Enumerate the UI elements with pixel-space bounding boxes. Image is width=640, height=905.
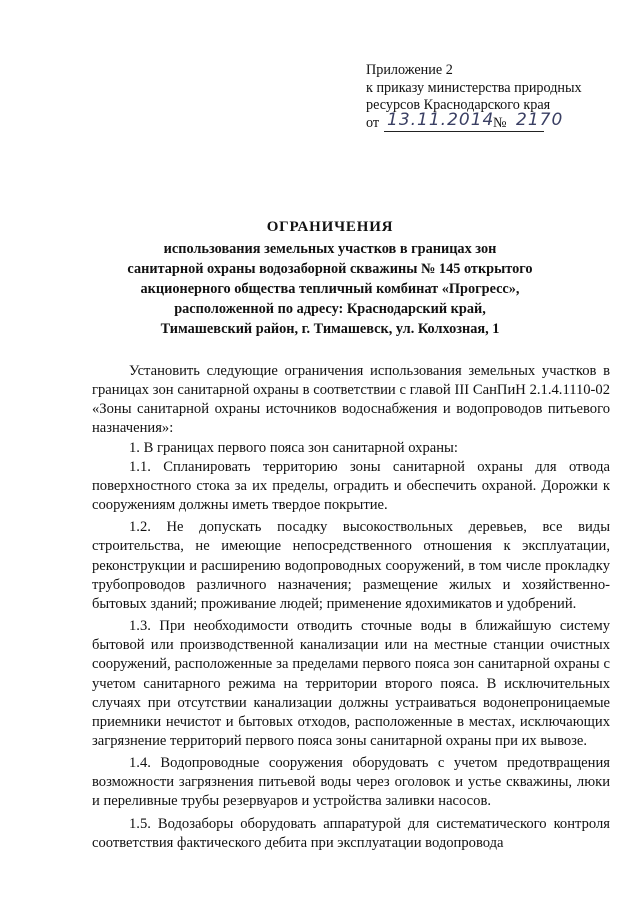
title-line: использования земельных участков в границах зон bbox=[163, 241, 497, 257]
title-line: Тимашевский район, г. Тимашевск, ул. Колхозная, 1 bbox=[160, 321, 500, 337]
appendix-number: Приложение 2 bbox=[366, 62, 453, 78]
appendix-ministry: ресурсов Краснодарского края bbox=[366, 97, 551, 113]
document-body bbox=[92, 362, 610, 853]
intro-paragraph: Установить следующие ограничения использования земельных участков в границах зон санитарной охраны в соответствии с главой III СанПиН 2.1.4.1110-02 «Зоны санитарной охраны источников водоснабжения и водопроводов питьевого назначения»: bbox=[92, 363, 610, 437]
title-line: акционерного общества тепличный комбинат «Прогресс», bbox=[140, 281, 520, 297]
clause-1-3: 1.3. При необходимости отводить сточные воды в ближайшую систему бытовой или производственной канализации или на местные станции очистных сооружений, расположенные за пределами первого пояса зон санитарной охраны с учетом санитарного режима на территории второго пояса. В исключительных случаях при отсутствии канализации должны устраиваться водонепроницаемые приемники нечистот и бытовых отходов, расположенные в местах, исключающих загрязнение территорий первого пояса зоны санитарной охраны при их вывозе. bbox=[92, 618, 610, 749]
appendix-block bbox=[366, 62, 628, 134]
handwritten-number: 2170 bbox=[516, 109, 564, 130]
clause-1-4: 1.4. Водопроводные сооружения оборудовать с учетом предотвращения возможности загрязнения питьевой воды через оголовок и устье скважины, люки и переливные трубы резервуаров и устройства заливки насосов. bbox=[92, 755, 610, 810]
clause-1-1: 1.1. Спланировать территорию зоны санитарной охраны для отвода поверхностного стока за их пределы, оградить и обеспечить охраной. Дорожки к сооружениям должны иметь твердое покрытие. bbox=[92, 458, 610, 514]
clause-1-5: 1.5. Водозаборы оборудовать аппаратурой для систематического контроля соответствия фактического дебита при эксплуатации водопровода bbox=[92, 815, 610, 851]
date-prefix: от bbox=[366, 114, 380, 131]
appendix-date-line bbox=[366, 109, 628, 134]
handwritten-date: 13.11.2014 bbox=[387, 109, 495, 130]
date-underline bbox=[384, 131, 544, 132]
title-line: расположенной по адресу: Краснодарский край, bbox=[174, 301, 486, 317]
section-heading-1: 1. В границах первого пояса зон санитарной охраны: bbox=[129, 439, 458, 456]
clause-1-2: 1.2. Не допускать посадку высокоствольных деревьев, все виды строительства, не имеющие непосредственного отношения к эксплуатации, реконструкции и расширению водопроводных сооружений, в том числе прокладку трубопроводов различного назначения; размещение жилых и хозяйственно-бытовых зданий; проживание людей; применение ядохимикатов и удобрений. bbox=[92, 519, 610, 612]
number-sign: № bbox=[493, 114, 507, 131]
appendix-order-ref: к приказу министерства природных bbox=[366, 79, 582, 96]
title-heading: ОГРАНИЧЕНИЯ bbox=[266, 219, 394, 235]
document-title bbox=[110, 217, 550, 339]
title-line: санитарной охраны водозаборной скважины № 145 открытого bbox=[127, 261, 533, 277]
